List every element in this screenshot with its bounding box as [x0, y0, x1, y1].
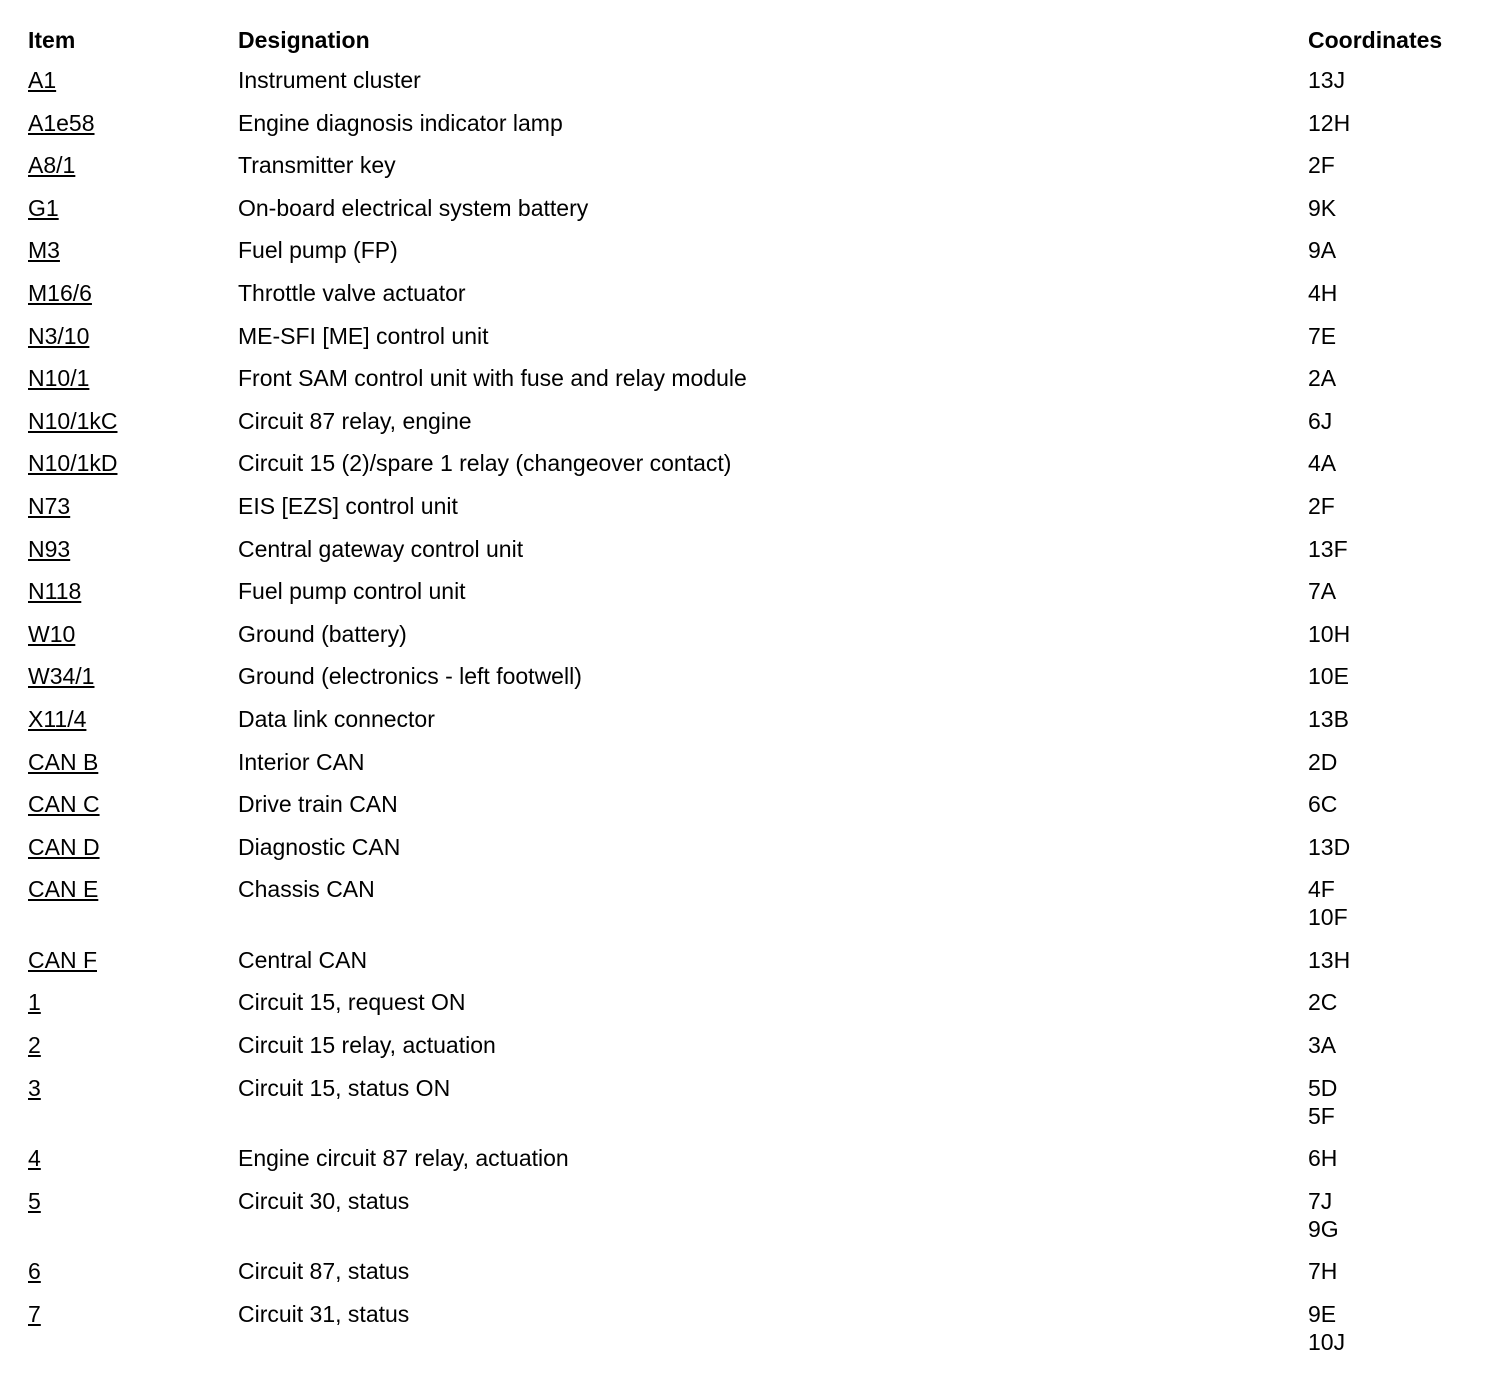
table-row: [28, 988, 1488, 1031]
item-link[interactable]: A1e58: [28, 109, 95, 136]
coordinate-value: 13B: [1308, 705, 1349, 732]
table-row: [28, 1031, 1488, 1074]
item-link[interactable]: A1: [28, 67, 57, 93]
coordinates-cell: [1308, 1074, 1488, 1130]
item-link[interactable]: 5: [28, 1187, 41, 1214]
coordinate-value: 5D: [1308, 1074, 1338, 1101]
coordinates-cell: [1308, 535, 1488, 563]
item-link[interactable]: N73: [28, 492, 71, 519]
item-link[interactable]: CAN E: [28, 876, 99, 903]
designation-cell: Circuit 15 (2)/spare 1 relay (changeover contact): [238, 450, 732, 477]
item-cell: [28, 194, 238, 222]
item-link[interactable]: G1: [28, 194, 59, 221]
item-cell: [28, 109, 238, 137]
designation-cell: ME-SFI [ME] control unit: [238, 322, 489, 349]
coordinate-value: 7J: [1308, 1187, 1333, 1214]
coordinate-value: 10E: [1308, 663, 1349, 690]
coordinate-value: 12H: [1308, 109, 1351, 136]
table-row: [28, 1187, 1488, 1258]
item-cell: [28, 988, 238, 1016]
item-cell: [28, 662, 238, 690]
item-cell: [28, 620, 238, 648]
coordinate-value: 13H: [1308, 946, 1351, 973]
item-link[interactable]: 1: [28, 989, 41, 1016]
item-link[interactable]: 6: [28, 1258, 41, 1285]
coordinates-cell: [1308, 833, 1488, 861]
designation-cell: Fuel pump control unit: [238, 578, 466, 605]
item-cell: [28, 236, 238, 264]
table-header: [28, 24, 1488, 66]
item-cell: [28, 1074, 238, 1102]
table-row: [28, 833, 1488, 876]
header-designation: Designation: [238, 27, 370, 53]
item-cell: [28, 535, 238, 563]
item-cell: [28, 364, 238, 392]
item-link[interactable]: N10/1kD: [28, 450, 118, 477]
coordinate-value: 2C: [1308, 989, 1338, 1016]
table-row: [28, 492, 1488, 535]
coordinates-cell: [1308, 322, 1488, 350]
coordinate-value: 6C: [1308, 791, 1338, 818]
coordinate-value: 9A: [1308, 237, 1337, 264]
table-row: [28, 364, 1488, 407]
coordinates-cell: [1308, 875, 1488, 931]
item-cell: [28, 1300, 238, 1328]
item-link[interactable]: CAN F: [28, 946, 97, 973]
table-row: [28, 279, 1488, 322]
coordinates-cell: [1308, 988, 1488, 1016]
designation-cell: Engine circuit 87 relay, actuation: [238, 1145, 569, 1172]
coordinates-cell: [1308, 109, 1488, 137]
coordinate-value: 7H: [1308, 1258, 1338, 1285]
header-coordinates: Coordinates: [1308, 27, 1443, 53]
item-link[interactable]: CAN B: [28, 748, 99, 775]
item-link[interactable]: N10/1: [28, 365, 90, 392]
table-row: [28, 620, 1488, 663]
designation-cell: Engine diagnosis indicator lamp: [238, 109, 563, 136]
designation-cell: Data link connector: [238, 705, 435, 732]
designation-cell: Central CAN: [238, 946, 368, 973]
item-link[interactable]: CAN D: [28, 833, 100, 860]
coordinate-value: 13D: [1308, 833, 1351, 860]
coordinate-value: 10H: [1308, 620, 1351, 647]
designation-cell: On-board electrical system battery: [238, 194, 589, 221]
designation-cell: Transmitter key: [238, 152, 396, 179]
item-link[interactable]: 7: [28, 1301, 41, 1328]
designation-cell: Chassis CAN: [238, 876, 375, 903]
coordinates-cell: [1308, 1257, 1488, 1285]
coordinates-cell: [1308, 407, 1488, 435]
item-cell: [28, 407, 238, 435]
item-link[interactable]: CAN C: [28, 791, 100, 818]
coordinate-value: 13J: [1308, 67, 1346, 93]
table-row: [28, 151, 1488, 194]
item-cell: [28, 946, 238, 974]
coordinate-value: 10F: [1308, 904, 1348, 931]
item-link[interactable]: N118: [28, 578, 82, 605]
table-row: [28, 236, 1488, 279]
item-cell: [28, 705, 238, 733]
coordinate-value: 2A: [1308, 365, 1337, 392]
table-row: [28, 407, 1488, 450]
coordinate-value: 13F: [1308, 535, 1348, 562]
table-row: [28, 1257, 1488, 1300]
item-link[interactable]: A8/1: [28, 152, 76, 179]
item-cell: [28, 322, 238, 350]
item-cell: [28, 1187, 238, 1215]
coordinate-value: 4F: [1308, 876, 1335, 903]
item-link[interactable]: W10: [28, 620, 76, 647]
designation-cell: Circuit 15, request ON: [238, 989, 466, 1016]
item-cell: [28, 1144, 238, 1172]
designation-cell: Front SAM control unit with fuse and relay module: [238, 365, 747, 392]
table-row: [28, 1300, 1488, 1371]
item-cell: [28, 151, 238, 179]
coordinate-value: 6J: [1308, 407, 1333, 434]
designation-cell: Circuit 87 relay, engine: [238, 407, 472, 434]
coordinate-value: 10J: [1308, 1329, 1346, 1356]
coordinate-value: 2F: [1308, 152, 1335, 179]
coordinates-cell: [1308, 1144, 1488, 1172]
coordinates-cell: [1308, 449, 1488, 477]
table-row: [28, 1144, 1488, 1187]
coordinates-cell: [1308, 577, 1488, 605]
table-row: [28, 790, 1488, 833]
table-row: [28, 535, 1488, 578]
coordinate-value: 2D: [1308, 748, 1338, 775]
item-cell: [28, 833, 238, 861]
item-cell: [28, 577, 238, 605]
designation-cell: Instrument cluster: [238, 67, 421, 93]
table-row: [28, 748, 1488, 791]
coordinate-value: 9E: [1308, 1301, 1337, 1328]
item-cell: [28, 1031, 238, 1059]
coordinates-cell: [1308, 790, 1488, 818]
coordinates-cell: [1308, 662, 1488, 690]
designation-cell: Circuit 31, status: [238, 1301, 410, 1328]
coordinates-cell: [1308, 66, 1488, 94]
item-link[interactable]: M16/6: [28, 279, 92, 306]
table-row: [28, 66, 1488, 109]
item-cell: [28, 66, 238, 94]
coordinates-cell: [1308, 946, 1488, 974]
designation-cell: Circuit 15 relay, actuation: [238, 1032, 496, 1059]
table-row: [28, 875, 1488, 946]
table-row: [28, 1074, 1488, 1145]
table-row: [28, 449, 1488, 492]
coordinates-cell: [1308, 492, 1488, 520]
designation-cell: Ground (electronics - left footwell): [238, 663, 582, 690]
designation-cell: Drive train CAN: [238, 791, 398, 818]
designation-cell: EIS [EZS] control unit: [238, 492, 458, 519]
coordinate-value: 4A: [1308, 450, 1337, 477]
designation-cell: Interior CAN: [238, 748, 365, 775]
coordinates-cell: [1308, 151, 1488, 179]
designation-cell: Circuit 15, status ON: [238, 1074, 451, 1101]
designation-cell: Circuit 30, status: [238, 1187, 410, 1214]
coordinate-value: 9K: [1308, 194, 1337, 221]
designation-cell: Central gateway control unit: [238, 535, 524, 562]
legend-table: [28, 24, 1488, 1371]
coordinate-value: 4H: [1308, 279, 1338, 306]
coordinates-cell: [1308, 705, 1488, 733]
coordinates-cell: [1308, 748, 1488, 776]
table-row: [28, 194, 1488, 237]
coordinates-cell: [1308, 1187, 1488, 1243]
item-link[interactable]: 2: [28, 1032, 41, 1059]
item-link[interactable]: N10/1kC: [28, 407, 118, 434]
item-link[interactable]: N3/10: [28, 322, 90, 349]
coordinates-cell: [1308, 236, 1488, 264]
designation-cell: Throttle valve actuator: [238, 279, 466, 306]
coordinates-cell: [1308, 620, 1488, 648]
table-row: [28, 946, 1488, 989]
table-body: [28, 66, 1488, 1371]
table-row: [28, 322, 1488, 365]
coordinate-value: 6H: [1308, 1145, 1338, 1172]
coordinates-cell: [1308, 1031, 1488, 1059]
item-cell: [28, 875, 238, 903]
item-link[interactable]: N93: [28, 535, 71, 562]
coordinate-value: 2F: [1308, 492, 1335, 519]
designation-cell: Diagnostic CAN: [238, 833, 401, 860]
table-row: [28, 662, 1488, 705]
item-cell: [28, 279, 238, 307]
table-row: [28, 705, 1488, 748]
item-cell: [28, 492, 238, 520]
item-link[interactable]: X11/4: [28, 705, 87, 732]
header-item: Item: [28, 27, 76, 53]
designation-cell: Fuel pump (FP): [238, 237, 398, 264]
coordinate-value: 5F: [1308, 1102, 1335, 1129]
designation-cell: Circuit 87, status: [238, 1258, 410, 1285]
item-link[interactable]: M3: [28, 237, 60, 264]
item-cell: [28, 748, 238, 776]
coordinates-cell: [1308, 279, 1488, 307]
designation-cell: Ground (battery): [238, 620, 407, 647]
coordinate-value: 9G: [1308, 1215, 1339, 1242]
item-link[interactable]: 4: [28, 1145, 41, 1172]
item-link[interactable]: W34/1: [28, 663, 95, 690]
item-cell: [28, 790, 238, 818]
item-cell: [28, 1257, 238, 1285]
table-row: [28, 577, 1488, 620]
coordinate-value: 3A: [1308, 1032, 1337, 1059]
coordinate-value: 7E: [1308, 322, 1337, 349]
table-row: [28, 109, 1488, 152]
coordinates-cell: [1308, 194, 1488, 222]
item-cell: [28, 449, 238, 477]
item-link[interactable]: 3: [28, 1074, 41, 1101]
coordinates-cell: [1308, 1300, 1488, 1356]
coordinates-cell: [1308, 364, 1488, 392]
coordinate-value: 7A: [1308, 578, 1337, 605]
